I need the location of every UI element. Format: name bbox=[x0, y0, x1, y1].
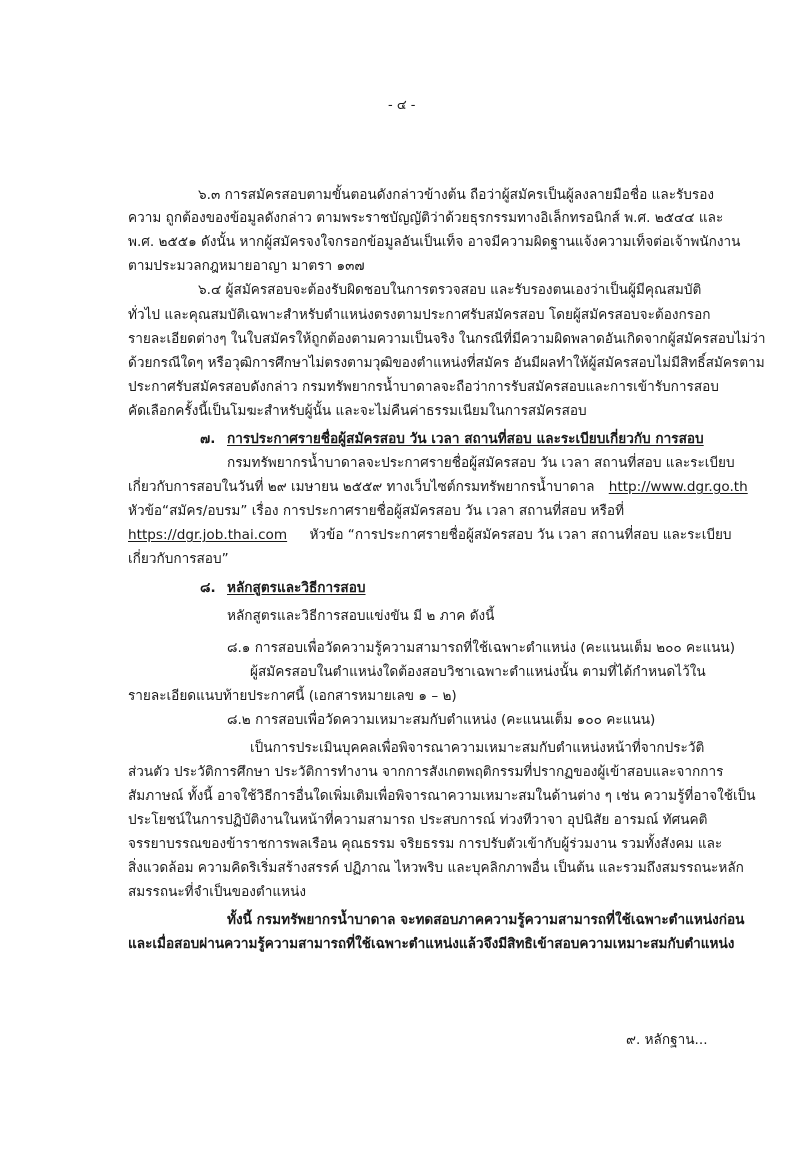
text-line: เป็นการประเมินบุคคลเพื่อพิจารณาความเหมาะสมกับตำแหน่งหน้าที่จากประวัติ bbox=[250, 740, 705, 756]
text-line: ๖.๔ ผู้สมัครสอบจะต้องรับผิดชอบในการตรวจสอบ และรับรองตนเองว่าเป็นผู้มีคุณสมบัติ bbox=[198, 282, 702, 298]
text-line: ทั่วไป และคุณสมบัติเฉพาะสำหรับตำแหน่งตรงตามประกาศรับสมัครสอบ โดยผู้สมัครสอบจะต้องกรอก bbox=[128, 307, 711, 323]
text-line: จรรยาบรรณของข้าราชการพลเรือน คุณธรรม จริยธรรม การปรับตัวเข้ากับผู้ร่วมงาน รวมทั้งสังคม และ bbox=[128, 836, 723, 852]
text-line: ส่วนตัว ประวัติการศึกษา ประวัติการทำงาน จากการสังเกตพฤติกรรมที่ปรากฏของผู้เข้าสอบและจากการ bbox=[128, 764, 724, 780]
text-line: พ.ศ. ๒๕๕๑ ดังนั้น หากผู้สมัครจงใจกรอกข้อมูลอันเป็นเท็จ อาจมีความผิดฐานแจ้งความเท็จต่อเจ้าพนักงาน bbox=[128, 234, 741, 250]
text-line bbox=[128, 477, 748, 497]
page-number: - ๔ - bbox=[388, 98, 416, 113]
subsection-title: ๘.๑ การสอบเพื่อวัดความรู้ความสามารถที่ใช้เฉพาะตำแหน่ง (คะแนนเต็ม ๒๐๐ คะแนน) bbox=[227, 640, 736, 656]
job-website-link[interactable]: https://dgr.job.thai.com bbox=[128, 527, 288, 543]
subsection-title: ๘.๒ การสอบเพื่อวัดความเหมาะสมกับตำแหน่ง (คะแนนเต็ม ๑๐๐ คะแนน) bbox=[227, 712, 656, 728]
text-line: หัวข้อ“สมัคร/อบรม” เรื่อง การประกาศรายชื่อผู้สมัครสอบ วัน เวลา สถานที่สอบ หรือที่ bbox=[128, 503, 625, 519]
dgr-website-link[interactable]: http://www.dgr.go.th bbox=[608, 479, 748, 495]
section-heading: หลักสูตรและวิธีการสอบ bbox=[227, 580, 366, 596]
section-number: ๗. bbox=[200, 431, 216, 447]
note-line: ทั้งนี้ กรมทรัพยากรน้ำบาดาล จะทดสอบภาคความรู้ความสามารถที่ใช้เฉพาะตำแหน่งก่อน bbox=[227, 912, 745, 928]
text-line: ความ ถูกต้องของข้อมูลดังกล่าว ตามพระราชบัญญัติว่าด้วยธุรกรรมทางอิเล็กทรอนิกส์ พ.ศ. ๒๕๔๔ และ bbox=[128, 210, 724, 226]
text-fragment: เกี่ยวกับการสอบในวันที่ ๒๙ เมษายน ๒๕๕๙ ทางเว็บไซต์กรมทรัพยากรน้ำบาดาล bbox=[128, 479, 595, 495]
text-line: เกี่ยวกับการสอบ” bbox=[128, 551, 229, 567]
text-line: ด้วยกรณีใดๆ หรือวุฒิการศึกษาไม่ตรงตามวุฒิของตำแหน่งที่สมัคร อันมีผลทำให้ผู้สมัครสอบไม่มีสิทธิ์สมัครตาม bbox=[128, 355, 765, 371]
text-line: คัดเลือกครั้งนี้เป็นโมฆะสำหรับผู้นั้น และจะไม่คืนค่าธรรมเนียมในการสมัครสอบ bbox=[128, 403, 587, 419]
text-line: ๖.๓ การสมัครสอบตามขั้นตอนดังกล่าวข้างต้น ถือว่าผู้สมัครเป็นผู้ลงลายมือชื่อ และรับรอง bbox=[198, 187, 715, 203]
text-line bbox=[128, 525, 732, 545]
text-fragment: หัวข้อ “การประกาศรายชื่อผู้สมัครสอบ วัน เวลา สถานที่สอบ และระเบียบ bbox=[309, 527, 732, 543]
text-line: รายละเอียดต่างๆ ในใบสมัครให้ถูกต้องตามความเป็นจริง ในกรณีที่มีความผิดพลาดอันเกิดจากผู้สมัครสอบไม่ว่า bbox=[128, 331, 766, 347]
text-line: สิ่งแวดล้อม ความคิดริเริ่มสร้างสรรค์ ปฏิภาณ ไหวพริบ และบุคลิกภาพอื่น เป็นต้น และรวมถึงสมรรถนะหลัก bbox=[128, 860, 744, 876]
section-number: ๘. bbox=[200, 580, 216, 596]
note-line: และเมื่อสอบผ่านความรู้ความสามารถที่ใช้เฉพาะตำแหน่งแล้วจึงมีสิทธิเข้าสอบความเหมาะสมกับตำแหน่ง bbox=[128, 936, 735, 952]
text-line: ตามประมวลกฎหมายอาญา มาตรา ๑๓๗ bbox=[128, 258, 365, 274]
section-heading: การประกาศรายชื่อผู้สมัครสอบ วัน เวลา สถานที่สอบ และระเบียบเกี่ยวกับ การสอบ bbox=[227, 431, 704, 447]
text-line: ผู้สมัครสอบในตำแหน่งใดต้องสอบวิชาเฉพาะตำแหน่งนั้น ตามที่ได้กำหนดไว้ใน bbox=[250, 664, 706, 680]
text-line: ประโยชน์ในการปฏิบัติงานในหน้าที่ความสามารถ ประสบการณ์ ท่วงทีวาจา อุปนิสัย อารมณ์ ทัศนคติ bbox=[128, 812, 708, 828]
text-line: สมรรถนะที่จำเป็นของตำแหน่ง bbox=[128, 884, 307, 900]
text-line: ประกาศรับสมัครสอบดังกล่าว กรมทรัพยากรน้ำบาดาลจะถือว่าการรับสมัครสอบและการเข้ารับการสอบ bbox=[128, 379, 719, 395]
text-line: รายละเอียดแนบท้ายประกาศนี้ (เอกสารหมายเลข ๑ – ๒) bbox=[128, 688, 457, 704]
next-page-indicator: ๙. หลักฐาน... bbox=[626, 1032, 708, 1048]
text-line: หลักสูตรและวิธีการสอบแข่งขัน มี ๒ ภาค ดังนี้ bbox=[227, 608, 495, 624]
text-line: กรมทรัพยากรน้ำบาดาลจะประกาศรายชื่อผู้สมัครสอบ วัน เวลา สถานที่สอบ และระเบียบ bbox=[227, 455, 735, 471]
text-line: สัมภาษณ์ ทั้งนี้ อาจใช้วิธีการอื่นใดเพิ่มเติมเพื่อพิจารณาความเหมาะสมในด้านต่าง ๆ เช่น ความรู้ที่อาจใช้เป็น bbox=[128, 788, 756, 804]
